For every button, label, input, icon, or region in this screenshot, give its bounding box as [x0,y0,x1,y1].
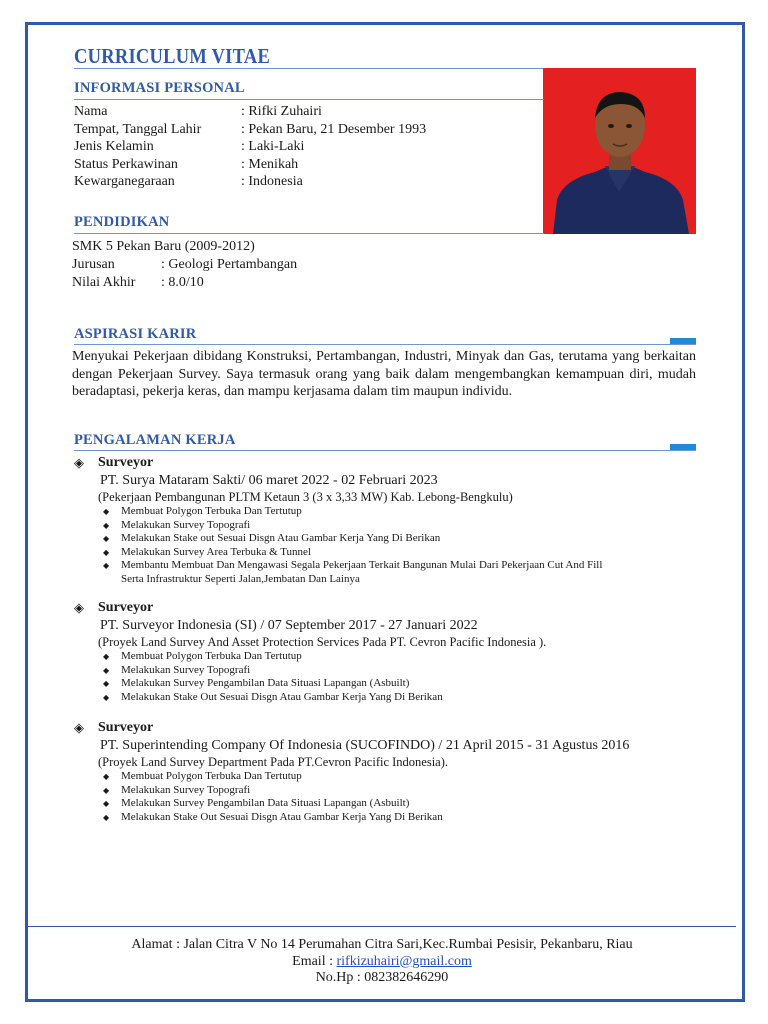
job-entry [74,720,714,824]
job-position-row [74,720,714,737]
job-entry [74,455,714,586]
personal-value: : Pekan Baru, 21 Desember 1993 [241,121,427,137]
small-diamond-icon: ◆ [103,547,110,557]
task-text: Membantu Membuat Dan Mengawasi Segala Pekerjaan Terkait Bangunan Mulai Dari Pekerjaan Cut And Fill [121,559,603,571]
job-company: PT. Surveyor Indonesia (SI) / 07 September 2017 - 27 Januari 2022 [100,618,478,633]
list-item [103,690,714,705]
education-label: Jurusan [72,257,115,272]
job-project: (Pekerjaan Pembangunan PLTM Ketaun 3 (3 x 3,33 MW) Kab. Lebong-Bengkulu) [98,490,513,504]
job-task-list [74,770,714,824]
footer-address: Alamat : Jalan Citra V No 14 Perumahan Citra Sari,Kec.Rumbai Pesisir, Pekanbaru, Riau [131,937,633,952]
small-diamond-icon: ◆ [103,520,110,530]
small-diamond-icon: ◆ [103,534,110,543]
education-value: : Geologi Pertambangan [161,257,298,272]
personal-value: : Indonesia [241,174,303,189]
small-diamond-icon: ◆ [103,812,110,822]
career-rule [74,344,696,345]
school-name: SMK 5 Pekan Baru (2009-2012) [72,239,255,254]
education-value: : 8.0/10 [161,274,204,290]
job-position: Surveyor [98,455,154,470]
personal-rule [74,99,544,100]
job-company: PT. Superintending Company Of Indonesia (SUCOFINDO) / 21 April 2015 - 31 Agustus 2016 [100,738,630,753]
experience-accent-bar [670,444,696,450]
small-diamond-icon: ◆ [103,665,110,675]
section-heading-career: ASPIRASI KARIR [74,326,197,342]
list-item [103,677,714,691]
small-diamond-icon: ◆ [103,799,110,808]
task-text: Melakukan Survey Topografi [121,783,251,796]
list-item [103,797,714,811]
title-rule [74,68,544,69]
task-text: Melakukan Survey Pengambilan Data Situasi Lapangan (Asbuilt) [121,797,410,809]
footer-phone: No.Hp : 082382646290 [315,970,449,985]
career-accent-bar [670,338,696,344]
email-label: Email : [292,953,337,969]
personal-label: Tempat, Tanggal Lahir [74,121,202,137]
task-text: Serta Infrastruktur Seperti Jalan,Jembatan Dan Lainya [121,572,360,585]
section-heading-personal: INFORMASI PERSONAL [74,80,245,96]
diamond-bullet-icon: ◈ [74,455,84,470]
footer-rule [28,926,736,927]
list-item [103,545,714,560]
list-item [103,810,714,825]
profile-photo [543,68,696,234]
list-item [103,783,714,798]
section-heading-experience: PENGALAMAN KERJA [74,432,236,448]
personal-value: : Rifki Zuhairi [241,104,322,119]
job-entry [74,600,714,704]
page-title: CURRICULUM VITAE [74,44,271,68]
diamond-bullet-icon: ◈ [74,600,84,615]
task-text: Melakukan Survey Topografi [121,663,251,676]
email-link[interactable]: rifkizuhairi@gmail.com [336,953,472,969]
job-position: Surveyor [98,600,154,615]
personal-label: Status Perkawinan [74,156,178,172]
personal-label: Nama [74,104,108,119]
list-item [103,650,714,664]
small-diamond-icon: ◆ [103,785,110,795]
personal-info [74,103,534,193]
job-position: Surveyor [98,720,154,735]
list-item-continuation [121,573,714,587]
job-project: (Proyek Land Survey And Asset Protection Services Pada PT. Cevron Pacific Indonesia ). [98,635,547,649]
career-text: Menyukai Pekerjaan dibidang Konstruksi, Pertambangan, Industri, Minyak dan Gas, terutama yang berkaitan dengan Pekerjaan Survey. Saya termasuk orang yang baik dalam mengembangkan kemampuan diri, mudah beradaptasi, pekerja keras, dan mampu kerjasama dalam tim maupun individu. [72,349,696,399]
small-diamond-icon: ◆ [103,561,110,570]
job-position-row [74,600,714,617]
task-text: Membuat Polygon Terbuka Dan Tertutup [121,505,302,517]
personal-label: Jenis Kelamin [74,139,154,154]
person-portrait-icon [543,68,696,234]
job-project: (Proyek Land Survey Department Pada PT.Cevron Pacific Indonesia). [98,755,449,769]
job-company: PT. Surya Mataram Sakti/ 06 maret 2022 - 02 Februari 2023 [100,473,438,488]
task-text: Melakukan Stake Out Sesuai Disgn Atau Gambar Kerja Yang Di Berikan [121,810,443,823]
list-item [103,505,714,519]
list-item [103,559,714,573]
small-diamond-icon: ◆ [103,652,110,661]
diamond-bullet-icon: ◈ [74,720,84,735]
task-text: Melakukan Stake out Sesuai Disgn Atau Gambar Kerja Yang Di Berikan [121,532,441,544]
section-heading-education: PENDIDIKAN [74,214,170,230]
job-task-list [74,505,714,586]
personal-value: : Laki-Laki [241,139,305,154]
job-position-row [74,455,714,472]
job-task-list [74,650,714,704]
task-text: Melakukan Survey Topografi [121,518,251,531]
small-diamond-icon: ◆ [103,692,110,702]
task-text: Melakukan Stake Out Sesuai Disgn Atau Gambar Kerja Yang Di Berikan [121,690,443,703]
small-diamond-icon: ◆ [103,679,110,688]
list-item [103,770,714,784]
personal-value: : Menikah [241,156,299,172]
education-rule [74,233,544,234]
task-text: Melakukan Survey Area Terbuka & Tunnel [121,545,311,558]
task-text: Membuat Polygon Terbuka Dan Tertutup [121,650,302,662]
personal-label: Kewarganegaraan [74,174,175,189]
list-item [103,532,714,546]
experience-rule [74,450,696,451]
list-item [103,663,714,678]
task-text: Membuat Polygon Terbuka Dan Tertutup [121,770,302,782]
education-info [72,238,532,293]
education-label: Nilai Akhir [72,274,136,290]
small-diamond-icon: ◆ [103,507,110,516]
footer-email-row [28,954,736,971]
small-diamond-icon: ◆ [103,772,110,781]
list-item [103,518,714,533]
task-text: Melakukan Survey Pengambilan Data Situasi Lapangan (Asbuilt) [121,677,410,689]
footer-contact [28,937,736,987]
